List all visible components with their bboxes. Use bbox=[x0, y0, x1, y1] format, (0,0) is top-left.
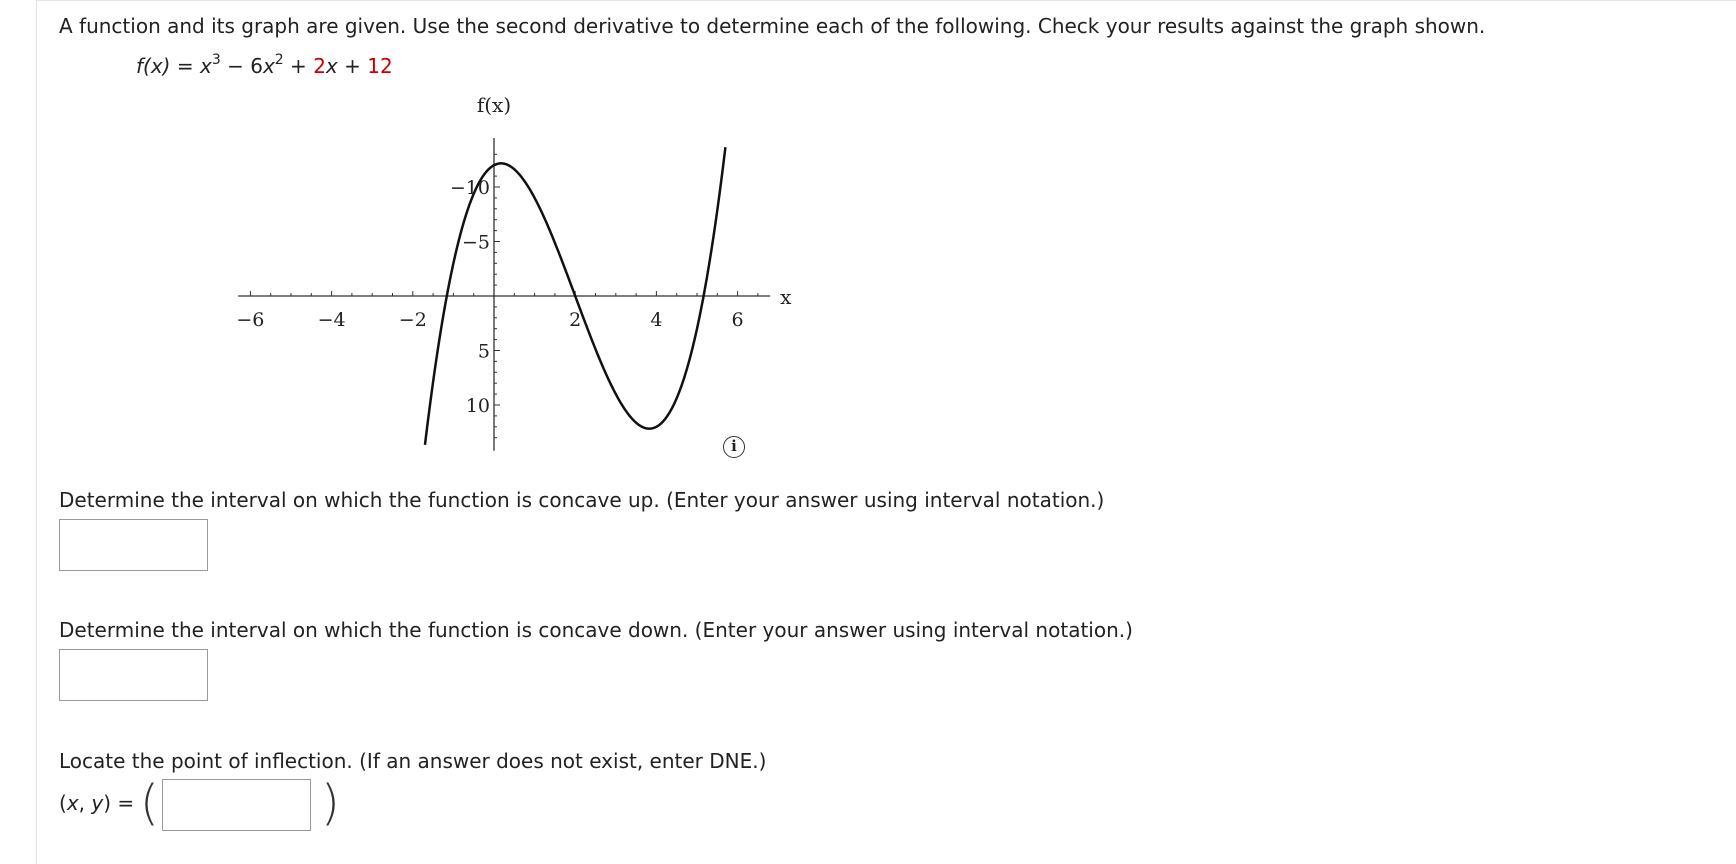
left-divider bbox=[36, 0, 37, 864]
coord-label-x: x bbox=[66, 791, 79, 815]
x-tick-label: 2 bbox=[569, 309, 582, 331]
coord-open-paren: ( bbox=[140, 775, 159, 831]
formula-lhs: f(x) bbox=[136, 54, 171, 78]
coord-close-paren: ) bbox=[321, 775, 340, 831]
x-tick-label: 6 bbox=[731, 309, 744, 331]
formula-term1-base: x bbox=[199, 54, 212, 78]
concave-up-input[interactable] bbox=[59, 519, 208, 571]
y-tick-label: 5 bbox=[477, 340, 490, 363]
x-tick-label: 4 bbox=[650, 309, 663, 331]
function-formula bbox=[136, 54, 393, 78]
formula-op2: + bbox=[283, 54, 314, 78]
graph-axes bbox=[238, 138, 770, 451]
x-tick-label: −2 bbox=[398, 309, 427, 331]
formula-equals: = bbox=[170, 54, 200, 78]
formula-op1: − 6 bbox=[220, 54, 263, 78]
y-tick-label: −5 bbox=[461, 231, 490, 254]
x-tick-label: −4 bbox=[317, 309, 346, 331]
formula-term1-exp: 3 bbox=[211, 52, 221, 68]
y-tick-label: 10 bbox=[465, 395, 490, 417]
coord-label-comma: , bbox=[78, 791, 92, 815]
question-content bbox=[59, 0, 1736, 864]
graph-labels bbox=[236, 93, 792, 417]
info-icon[interactable]: i bbox=[723, 436, 745, 458]
x-axis-label: x bbox=[780, 285, 792, 309]
inflection-point-input[interactable] bbox=[162, 779, 311, 831]
concave-down-input[interactable] bbox=[59, 649, 208, 701]
formula-constant: 12 bbox=[367, 54, 393, 78]
formula-term2-exp: 2 bbox=[274, 52, 284, 68]
concave-down-prompt: Determine the interval on which the function is concave down. (Enter your answer using interval notation.) bbox=[59, 618, 1133, 642]
coord-label-close: ) = bbox=[103, 791, 135, 815]
y-axis-label: f(x) bbox=[476, 93, 512, 117]
formula-op3: + bbox=[337, 54, 368, 78]
formula-coefficient: 2 bbox=[313, 54, 326, 78]
function-graph bbox=[167, 93, 792, 466]
concave-up-prompt: Determine the interval on which the function is concave up. (Enter your answer using interval notation.) bbox=[59, 488, 1105, 512]
inflection-prompt: Locate the point of inflection. (If an answer does not exist, enter DNE.) bbox=[59, 749, 767, 773]
x-tick-label: −6 bbox=[236, 309, 265, 331]
formula-term3: x bbox=[325, 54, 338, 78]
y-tick-label: −10 bbox=[449, 177, 490, 199]
inflection-coord-label bbox=[59, 791, 134, 815]
question-intro: A function and its graph are given. Use the second derivative to determine each of the following. Check your results against the graph shown. bbox=[59, 14, 1486, 38]
coord-label-open: ( bbox=[59, 791, 67, 815]
formula-term2-base: x bbox=[262, 54, 275, 78]
coord-label-y: y bbox=[91, 791, 104, 815]
